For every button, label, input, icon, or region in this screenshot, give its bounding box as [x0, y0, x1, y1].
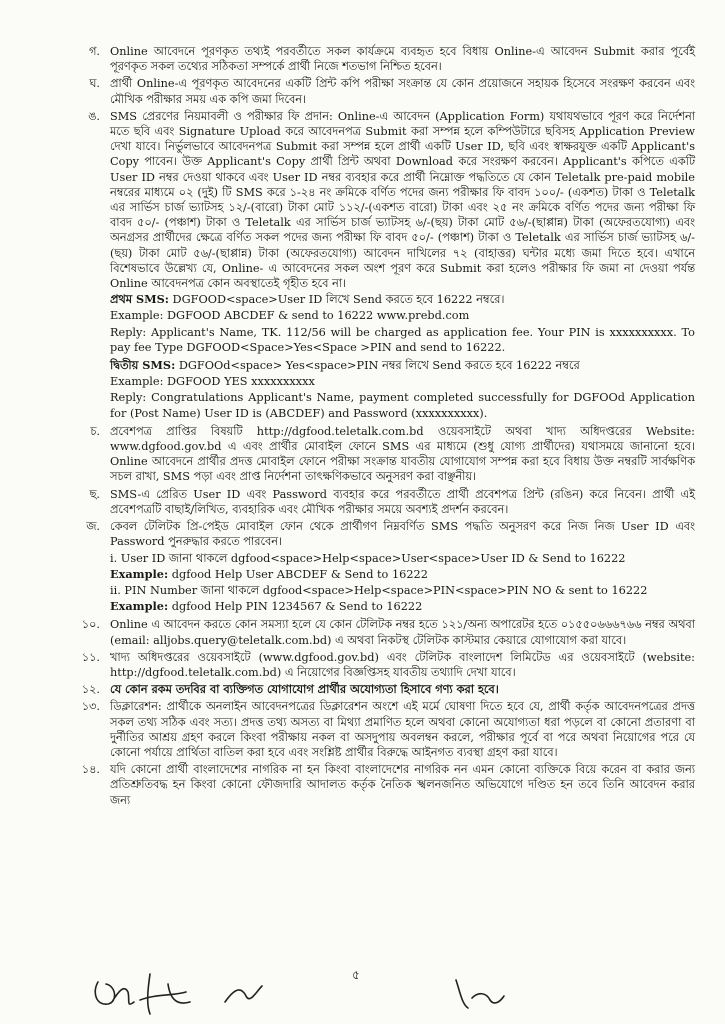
signature-1	[95, 982, 134, 1004]
clause-text: যদি কোনো প্রার্থী বাংলাদেশের নাগরিক না হন কিংবা বাংলাদেশের নাগরিক নন এমন কোনো ব্যক্তিকে বিয়ে করেন বা করার জন্য প্রতিশ্রুতিবদ্ধ হন কিংবা কোনো ফৌজদারি আদালত কর্তৃক নৈতিক স্খলনজনিত অভিযোগে দণ্ডিত হন তবে তিনি আবেদন করার জন্য	[110, 763, 695, 807]
clause-number: চ.	[90, 424, 100, 438]
recovery-user-id-example	[110, 567, 695, 582]
clause-number: গ.	[89, 45, 100, 58]
clause-text: যে কোন রকম তদবির বা ব্যক্তিগত যোগাযোগ প্রার্থীর অযোগ্যতা হিসাবে গণ্য করা হবে।	[110, 682, 499, 697]
clause-text: প্রার্থী Online-এ পূরণকৃত আবেদনের একটি প্রিন্ট কপি পরীক্ষা সংক্রান্ত যে কোন প্রয়োজনে সহায়ক হিসেবে সংরক্ষণ করবেন এবং মৌখিক পরীক্ষার সময় এক কপি জমা দিবেন।	[110, 77, 695, 106]
second-sms-instruction	[110, 358, 695, 373]
second-sms-example: Example: DGFOOD YES xxxxxxxxxx	[110, 375, 315, 389]
clause-text: ডিক্লারেশন: প্রার্থীকে অনলাইন আবেদনপত্রের ডিক্লারেশন অংশে এই মর্মে ঘোষণা দিতে হবে যে, প্রার্থী কর্তৃক আবেদনপত্রের প্রদত্ত সকল তথ্য সঠিক এবং সত্য। প্রদত্ত তথ্য অসত্য বা মিথ্যা প্রমাণিত হলে অথবা কোনো অযোগ্যতা ধরা পড়লে বা কোনো প্রতারণা বা দুর্নীতির আশ্রয় গ্রহণ করলে কিংবা পরীক্ষায় নকল বা অসদুপায় অবলম্বন করলে, পরীক্ষার পূর্বে বা পরে অথবা নিয়োগের পরে যে কোনো পর্যায়ে প্রার্থিতা বাতিল করা হবে এবং সংশ্লিষ্ট প্রার্থীর বিরুদ্ধে আইনগত ব্যবস্থা গ্রহণ করা যাবে।	[110, 700, 695, 759]
clause-10	[26, 617, 695, 647]
clause-chha	[26, 487, 695, 517]
clause-cha	[26, 424, 695, 485]
clause-ja	[26, 519, 695, 615]
first-sms-reply: Reply: Applicant's Name, TK. 112/56 will be charged as application fee. Your PIN is xxxxxxxxxx. To pay fee Type DGFOOD<Space>Yes<Space >PIN and send to 16222.	[110, 325, 695, 354]
clause-number: ১২.	[81, 683, 100, 697]
clause-number: ১১.	[81, 650, 100, 664]
clause-11	[26, 650, 695, 680]
second-sms-label: দ্বিতীয় SMS:	[110, 358, 176, 373]
example-text: dgfood Help PIN 1234567 & Send to 16222	[171, 600, 423, 614]
recovery-user-id: i. User ID জানা থাকলে dgfood<space>Help<space>User<space>User ID & Send to 16222	[110, 551, 626, 565]
example-text: dgfood Help User ABCDEF & Send to 16222	[171, 567, 428, 581]
clause-text: প্রবেশপত্র প্রাপ্তির বিষয়টি http://dgfood.teletalk.com.bd ওয়েবসাইটে অথবা খাদ্য অধিদপ্তরের Website: www.dgfood.gov.bd এ এবং প্রার্থীর মোবাইল ফোনে SMS এর মাধ্যমে (শুধু যোগ্য প্রার্থীদের) যথাসময়ে জানানো হবে। Online আবেদনে প্রার্থীর প্রদত্ত মোবাইল ফোনে পরীক্ষা সংক্রান্ত যাবতীয় যোগাযোগ সম্পন্ন করা হবে বিধায় উক্ত নম্বরটি সার্বক্ষণিক সচল রাখা, SMS পড়া এবং প্রাপ্ত নির্দেশনা তাৎক্ষণিকভাবে অনুসরণ করা বাঞ্ছনীয়।	[110, 424, 695, 484]
signature-3	[225, 986, 262, 1002]
clause-text: Online এ আবেদন করতে কোন সমস্যা হলে যে কোন টেলিটক নম্বর হতে ১২১/অন্য অপারেটর হতে ০১৫৫০৬৬৬৭৬৬ নম্বর অথবা (email: alljobs.query@teletalk.com.bd) এ অথবা নিকটস্থ টেলিটক কাস্টমার কেয়ারে যোগাযোগ করা যাবে।	[110, 618, 695, 647]
clause-13	[26, 699, 695, 760]
clause-number: ১৩.	[81, 700, 100, 714]
clause-number: ১০.	[81, 618, 100, 632]
first-sms-example: Example: DGFOOD ABCDEF & send to 16222 www.prebd.com	[110, 309, 470, 323]
clause-number: ছ.	[89, 487, 100, 501]
recovery-pin-example	[110, 599, 695, 614]
second-sms-reply: Reply: Congratulations Applicant's Name, payment completed successfully for DGFOOd Application for (Post Name) User ID is (ABCDEF) and Password (xxxxxxxxxx).	[110, 391, 695, 420]
first-sms-text: DGFOOD<space>User ID লিখে Send করতে হবে 16222 নম্বরে।	[172, 293, 505, 307]
clause-12	[26, 682, 695, 697]
clause-text: কেবল টেলিটক প্রি-পেইড মোবাইল ফোন থেকে প্রার্থীগণ নিম্নবর্ণিত SMS পদ্ধতি অনুসরণ করে নিজ নিজ User ID এবং Password পুনরুদ্ধার করতে পারবেন।	[110, 520, 695, 549]
clause-number: ঙ.	[88, 109, 100, 123]
clause-ga	[26, 44, 695, 74]
signature-2	[140, 974, 190, 1014]
clause-text: Online আবেদনে পূরণকৃত তথ্যই পরবর্তীতে সকল কার্যক্রমে ব্যবহৃত হবে বিধায় Online-এ আবেদন Submit করার পূর্বেই পূরণকৃত সকল তথ্যের সঠিকতা সম্পর্কে প্রার্থী নিজে শতভাগ নিশ্চিত হবেন।	[110, 45, 695, 74]
signatures	[0, 962, 725, 1022]
first-sms-instruction	[110, 292, 695, 307]
clause-text: SMS প্রেরণের নিয়মাবলী ও পরীক্ষার ফি প্রদান: Online-এ আবেদন (Application Form) যথাযথভাবে পূরণ করে নির্দেশনা মতে ছবি এবং Signature Upload করে আবেদনপত্র Submit করা সম্পন্ন হলে কম্পিউটারে ছবিসহ Application Preview দেখা যাবে। নির্ভুলভাবে আবেদনপত্র Submit করা সম্পন্ন হলে প্রার্থী একটি User ID, ছবি এবং স্বাক্ষরযুক্ত একটি Applicant's Copy পাবেন। উক্ত Applicant's Copy প্রার্থী প্রিন্ট অথবা Download করে সংরক্ষণ করবেন। Applicant's কপিতে একটি User ID নম্বর দেওয়া থাকবে এবং User ID নম্বর ব্যবহার করে প্রার্থী নিম্নোক্ত পদ্ধতিতে যে কোন Teletalk pre-paid mobile নম্বরের মাধ্যমে ০২ (দুই) টি SMS করে ১-২৪ নং ক্রমিকে বর্ণিত পদের জন্য পরীক্ষার ফি বাবদ ১০০/- (একশত) টাকা ও Teletalk এর সার্ভিস চার্জ ভ্যাটসহ ১২/-(বারো) টাকা মোট ১১২/-(একশত বারো) টাকা এবং ২৫ নং ক্রমিকে বর্ণিত পদের জন্য পরীক্ষা ফি বাবদ ৫০/- (পঞ্চাশ) টাকা ও Teletalk এর সার্ভিস চার্জ ভ্যাটসহ ৬/-(ছয়) টাকা মোট ৫৬/-(ছাপ্পান্ন) টাকা (অফেরতযোগ্য) এবং অনগ্রসর প্রার্থীদের ক্ষেত্রে বর্ণিত সকল পদের জন্য পরীক্ষা ফি বাবদ ৫০/- (পঞ্চাশ) টাকা ও Teletalk এর সার্ভিস চার্জ ভ্যাটসহ ৬/-(ছয়) টাকা মোট ৫৬/-(ছাপ্পান্ন) টাকা (অফেরতযোগ্য) আবেদন দাখিলের ৭২ (বাহাত্তর) ঘন্টার মধ্যে জমা দিতে হবে। এখানে বিশেষভাবে উল্লেখ্য যে, Online- এ আবেদনের সকল অংশ পূরণ করে Submit করা হলেও পরীক্ষার ফি জমা না দেওয়া পর্যন্ত Online আবেদনপত্র কোন অবস্থাতেই গৃহীত হবে না।	[110, 109, 695, 291]
example-label: Example:	[110, 599, 169, 614]
example-label: Example:	[110, 566, 169, 581]
page-number: ৫	[352, 968, 360, 982]
clause-number: ১৪.	[81, 763, 100, 777]
clause-text: খাদ্য অধিদপ্তরের ওয়েবসাইটে (www.dgfood.gov.bd) এবং টেলিটক বাংলাদেশ লিমিটেড এর ওয়েবসাইটে (website: http://dgfood.teletalk.com.bd) এ নিয়োগের বিজ্ঞপ্তিসহ যাবতীয় তথ্যাদি দেখা যাবে।	[110, 650, 695, 679]
clause-number: ঘ.	[89, 77, 100, 91]
second-sms-text: DGFOOd<space> Yes<space>PIN নম্বর লিখে Send করতে হবে 16222 নম্বরে	[178, 359, 580, 373]
recovery-pin: ii. PIN Number জানা থাকলে dgfood<space>Help<space>PIN<space>PIN NO & sent to 16222	[110, 583, 648, 597]
clause-uma	[26, 109, 695, 422]
clause-gha	[26, 76, 695, 106]
clause-text: SMS-এ প্রেরিত User ID এবং Password ব্যবহার করে পরবর্তীতে প্রার্থী প্রবেশপত্র প্রিন্ট (রঙিন) করে নিবেন। প্রার্থী এই প্রবেশপত্রটি বাছাই/লিখিত, ব্যবহারিক এবং মৌখিক পরীক্ষার সময়ে অবশ্যই প্রদর্শন করবেন।	[110, 487, 695, 516]
clause-number: জ.	[86, 520, 100, 534]
clause-14	[26, 762, 695, 808]
first-sms-label: প্রথম SMS:	[110, 292, 169, 307]
signature-4	[456, 980, 504, 1008]
